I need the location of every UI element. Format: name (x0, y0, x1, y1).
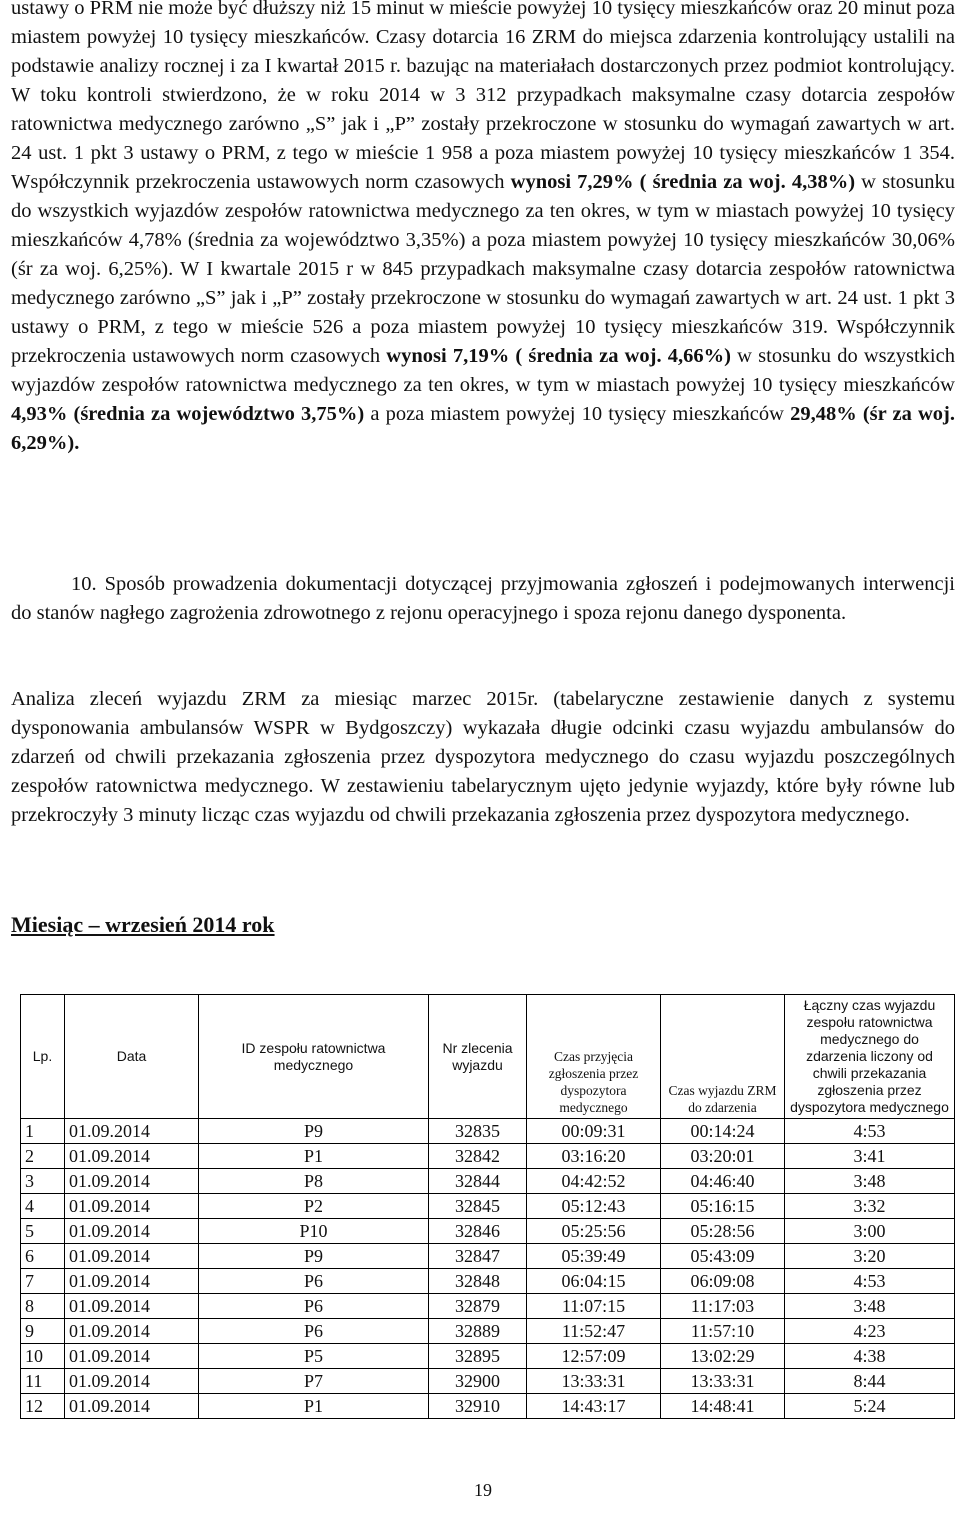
cell-date: 01.09.2014 (65, 1194, 199, 1219)
cell-date: 01.09.2014 (65, 1394, 199, 1419)
cell-received: 13:33:31 (527, 1369, 661, 1394)
cell-received: 05:12:43 (527, 1194, 661, 1219)
paragraph-response-times: ustawy o PRM nie może być dłuższy niż 15 minut w mieście powyżej 10 tysięcy mieszkańców oraz 20 minut poza miastem powyżej 10 tysięcy mieszkańców. Czasy dotarcia 16 ZRM do miejsca zdarzenia kontrolujący ustalili na podstawie analizy rocznej i za I kwartał 2015 r. bazując na materiałach dostarczonych przez podmiot kontrolujący. W toku kontroli stwierdzono, że w roku 2014 w 3 312 przypadkach maksymalne czasy dotarcia zespołów ratownictwa medycznego zarówno „S” jak i „P” zostały przekroczone w stosunku do wymagań zawartych w art. 24 ust. 1 pkt 3 ustawy o PRM, z tego w mieście 1 958 a poza miastem powyżej 10 tysięcy mieszkańców 1 354. Współczynnik przekroczenia ustawowych norm czasowych wynosi 7,29% ( średnia za woj. 4,38%) w stosunku do wszystkich wyjazdów zespołów ratownictwa medycznego za ten okres, w tym w miastach powyżej 10 tysięcy mieszkańców 4,78% (średnia za województwo 3,35%) a poza miastem powyżej 10 tysięcy mieszkańców 30,06% (śr za woj. 6,25%). W I kwartale 2015 r w 845 przypadkach maksymalne czasy dotarcia zespołów ratownictwa medycznego zarówno „S” jak i „P” zostały przekroczone w stosunku do wymagań zawartych w art. 24 ust. 1 pkt 3 ustawy o PRM, z tego w mieście 526 a poza miastem powyżej 10 tysięcy mieszkańców 319. Współczynnik przekroczenia ustawowych norm czasowych wynosi 7,19% ( średnia za woj. 4,66%) w stosunku do wszystkich wyjazdów zespołów ratownictwa medycznego za ten okres, w tym w miastach powyżej 10 tysięcy mieszkańców 4,93% (średnia za województwo 3,75%) a poza miastem powyżej 10 tysięcy mieszkańców 29,48% (śr za woj. 6,29%). (11, 0, 955, 454)
cell-lp: 7 (21, 1269, 65, 1294)
cell-order-nr: 32879 (429, 1294, 527, 1319)
cell-team-id: P1 (199, 1394, 429, 1419)
cell-received: 12:57:09 (527, 1344, 661, 1369)
cell-team-id: P1 (199, 1144, 429, 1169)
table-row (21, 1169, 955, 1194)
table-row (21, 1319, 955, 1344)
cell-date: 01.09.2014 (65, 1169, 199, 1194)
cell-team-id: P6 (199, 1294, 429, 1319)
cell-departure: 04:46:40 (661, 1169, 785, 1194)
cell-total: 5:24 (785, 1394, 955, 1419)
cell-lp: 8 (21, 1294, 65, 1319)
cell-total: 3:20 (785, 1244, 955, 1269)
table-row (21, 1219, 955, 1244)
cell-lp: 10 (21, 1344, 65, 1369)
cell-order-nr: 32910 (429, 1394, 527, 1419)
table-header-row (21, 995, 955, 1119)
month-heading: Miesiąc – wrzesień 2014 rok (11, 912, 275, 937)
cell-departure: 13:02:29 (661, 1344, 785, 1369)
cell-date: 01.09.2014 (65, 1369, 199, 1394)
table-row (21, 1369, 955, 1394)
cell-lp: 12 (21, 1394, 65, 1419)
cell-date: 01.09.2014 (65, 1119, 199, 1144)
page-number: 19 (474, 1480, 492, 1500)
cell-received: 05:39:49 (527, 1244, 661, 1269)
cell-order-nr: 32889 (429, 1319, 527, 1344)
cell-team-id: P6 (199, 1269, 429, 1294)
cell-departure: 05:16:15 (661, 1194, 785, 1219)
cell-order-nr: 32835 (429, 1119, 527, 1144)
cell-lp: 2 (21, 1144, 65, 1169)
cell-departure: 13:33:31 (661, 1369, 785, 1394)
header-data: Data (65, 995, 199, 1119)
table-row (21, 1119, 955, 1144)
cell-date: 01.09.2014 (65, 1344, 199, 1369)
header-nr: Nr zlecenia wyjazdu (429, 995, 527, 1119)
cell-total: 3:48 (785, 1294, 955, 1319)
cell-order-nr: 32846 (429, 1219, 527, 1244)
cell-date: 01.09.2014 (65, 1269, 199, 1294)
cell-order-nr: 32848 (429, 1269, 527, 1294)
cell-received: 03:16:20 (527, 1144, 661, 1169)
cell-order-nr: 32900 (429, 1369, 527, 1394)
cell-lp: 5 (21, 1219, 65, 1244)
cell-team-id: P9 (199, 1119, 429, 1144)
cell-date: 01.09.2014 (65, 1244, 199, 1269)
cell-received: 00:09:31 (527, 1119, 661, 1144)
cell-total: 3:41 (785, 1144, 955, 1169)
cell-lp: 9 (21, 1319, 65, 1344)
cell-total: 3:00 (785, 1219, 955, 1244)
cell-date: 01.09.2014 (65, 1219, 199, 1244)
table-row (21, 1294, 955, 1319)
cell-team-id: P10 (199, 1219, 429, 1244)
cell-departure: 11:57:10 (661, 1319, 785, 1344)
cell-lp: 4 (21, 1194, 65, 1219)
cell-total: 3:48 (785, 1169, 955, 1194)
cell-team-id: P9 (199, 1244, 429, 1269)
cell-departure: 14:48:41 (661, 1394, 785, 1419)
cell-lp: 1 (21, 1119, 65, 1144)
cell-lp: 6 (21, 1244, 65, 1269)
cell-departure: 03:20:01 (661, 1144, 785, 1169)
table-body (21, 1119, 955, 1419)
section-10 (11, 570, 955, 628)
cell-order-nr: 32844 (429, 1169, 527, 1194)
cell-date: 01.09.2014 (65, 1144, 199, 1169)
cell-team-id: P2 (199, 1194, 429, 1219)
section-10-text: 10. Sposób prowadzenia dokumentacji dotyczącej przyjmowania zgłoszeń i podejmowanych interwencji do stanów nagłego zagrożenia zdrowotnego z rejonu operacyjnego i spoza rejonu danego dysponenta. (11, 573, 955, 624)
dispatch-table (20, 994, 955, 1419)
cell-team-id: P6 (199, 1319, 429, 1344)
cell-order-nr: 32842 (429, 1144, 527, 1169)
cell-received: 11:52:47 (527, 1319, 661, 1344)
cell-received: 06:04:15 (527, 1269, 661, 1294)
table-row (21, 1344, 955, 1369)
cell-team-id: P8 (199, 1169, 429, 1194)
header-przyjecie: Czas przyjęcia zgłoszenia przez dyspozytora medycznego (527, 995, 661, 1119)
cell-total: 4:38 (785, 1344, 955, 1369)
cell-departure: 05:43:09 (661, 1244, 785, 1269)
cell-received: 04:42:52 (527, 1169, 661, 1194)
cell-order-nr: 32845 (429, 1194, 527, 1219)
cell-order-nr: 32847 (429, 1244, 527, 1269)
header-lp: Lp. (21, 995, 65, 1119)
cell-total: 3:32 (785, 1194, 955, 1219)
cell-departure: 00:14:24 (661, 1119, 785, 1144)
table-row (21, 1394, 955, 1419)
cell-lp: 11 (21, 1369, 65, 1394)
cell-date: 01.09.2014 (65, 1294, 199, 1319)
cell-received: 05:25:56 (527, 1219, 661, 1244)
cell-team-id: P7 (199, 1369, 429, 1394)
cell-total: 4:53 (785, 1269, 955, 1294)
table-row (21, 1244, 955, 1269)
header-laczny: Łączny czas wyjazdu zespołu ratownictwa medycznego do zdarzenia liczony od chwili przekazania zgłoszenia przez dyspozytora medycznego (785, 995, 955, 1119)
cell-total: 4:23 (785, 1319, 955, 1344)
cell-departure: 06:09:08 (661, 1269, 785, 1294)
cell-total: 4:53 (785, 1119, 955, 1144)
cell-departure: 11:17:03 (661, 1294, 785, 1319)
header-id: ID zespołu ratownictwa medycznego (199, 995, 429, 1119)
cell-team-id: P5 (199, 1344, 429, 1369)
cell-order-nr: 32895 (429, 1344, 527, 1369)
cell-date: 01.09.2014 (65, 1319, 199, 1344)
cell-total: 8:44 (785, 1369, 955, 1394)
table-row (21, 1144, 955, 1169)
header-wyjazd: Czas wyjazdu ZRM do zdarzenia (661, 995, 785, 1119)
cell-lp: 3 (21, 1169, 65, 1194)
table-row (21, 1194, 955, 1219)
cell-received: 14:43:17 (527, 1394, 661, 1419)
table-row (21, 1269, 955, 1294)
paragraph-analysis: Analiza zleceń wyjazdu ZRM za miesiąc marzec 2015r. (tabelaryczne zestawienie danych z systemu dysponowania ambulansów WSPR w Bydgoszczy) wykazała długie odcinki czasu wyjazdu ambulansów do zdarzeń od chwili przekazania zgłoszenia przez dyspozytora medycznego do czasu wyjazdu poszczególnych zespołów ratownictwa medycznego. W zestawieniu tabelarycznym ujęto jedynie wyjazdy, które były równe lub przekroczyły 3 minuty licząc czas wyjazdu od chwili przekazania zgłoszenia przez dyspozytora medycznego. (11, 688, 955, 826)
cell-received: 11:07:15 (527, 1294, 661, 1319)
cell-departure: 05:28:56 (661, 1219, 785, 1244)
